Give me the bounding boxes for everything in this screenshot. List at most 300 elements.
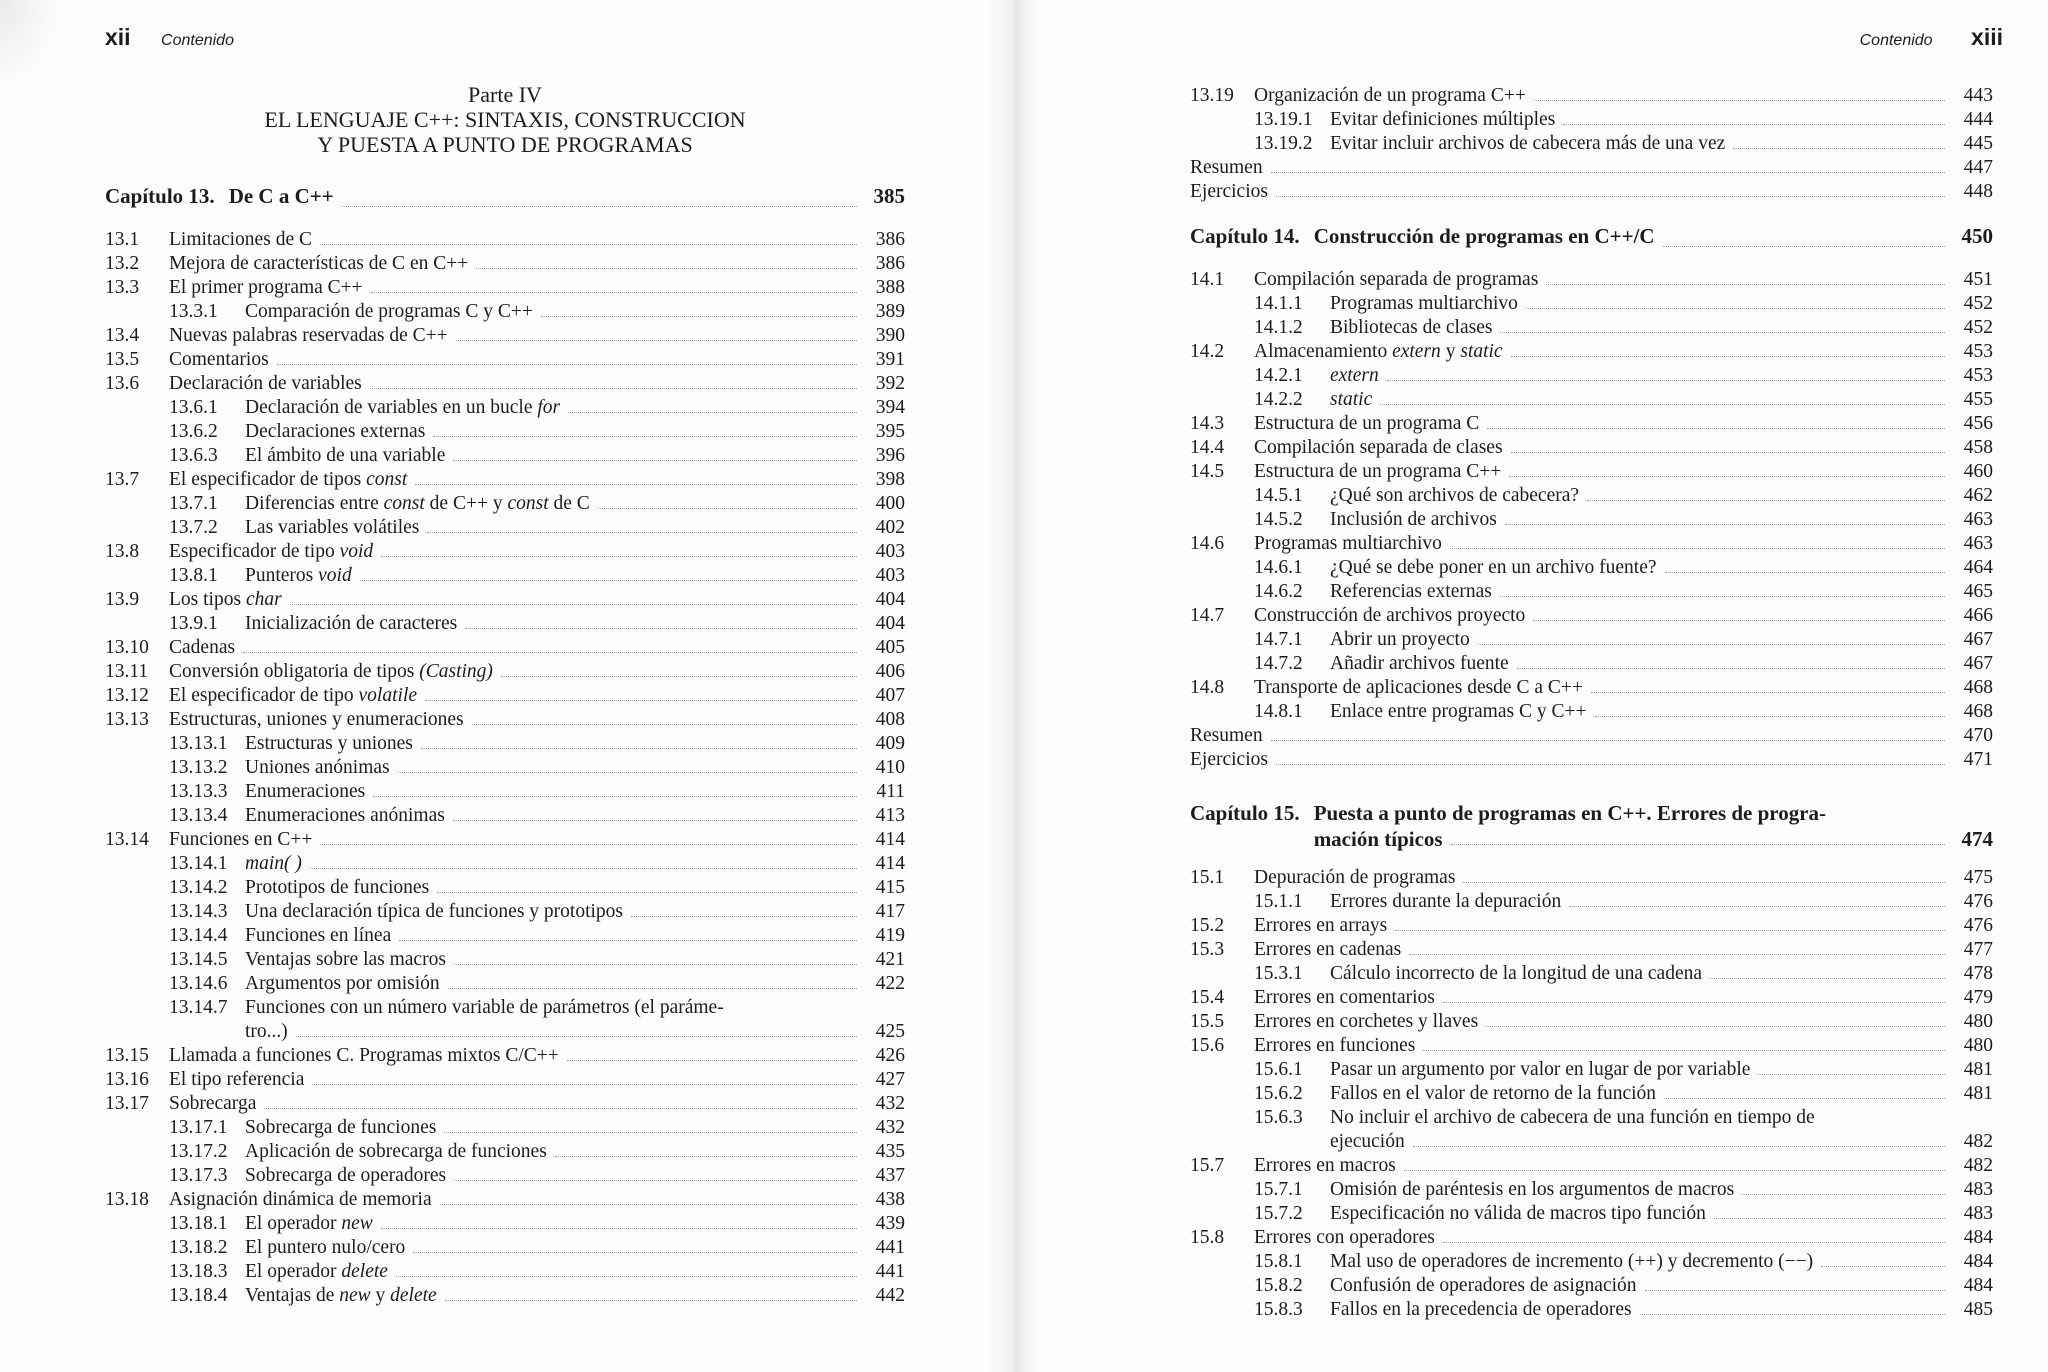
entry-title: Organización de un programa C++ xyxy=(1254,85,1526,106)
entry-title: El tipo referencia xyxy=(169,1069,305,1090)
entry-title: Funciones en línea xyxy=(245,925,392,946)
entry-title: Abrir un proyecto xyxy=(1330,629,1470,650)
entry-title: Transporte de aplicaciones desde C a C++ xyxy=(1254,677,1583,698)
toc-entry xyxy=(1190,340,1993,364)
entry-number: 13.12 xyxy=(105,685,149,706)
entry-number: 14.5 xyxy=(1190,461,1225,482)
dot-leader xyxy=(1587,499,1945,501)
entry-number: 13.7.2 xyxy=(169,517,218,538)
entry-page: 483 xyxy=(1963,1203,1993,1224)
entry-number: 13.14.2 xyxy=(169,877,228,898)
entry-title: Prototipos de funciones xyxy=(245,877,430,898)
dot-leader xyxy=(1526,307,1945,309)
dot-leader xyxy=(1640,1313,1945,1315)
entry-page: 437 xyxy=(875,1165,905,1186)
chapter-13-heading xyxy=(105,184,905,214)
entry-title: Comentarios xyxy=(169,349,269,370)
chapter-page: 450 xyxy=(1961,224,1993,248)
toc-entry xyxy=(1190,604,1993,628)
entry-number: 13.3.1 xyxy=(169,301,218,322)
entry-number: 15.1.1 xyxy=(1254,891,1303,912)
entry-page: 467 xyxy=(1963,653,1993,674)
entry-title: El operador delete xyxy=(245,1261,388,1282)
entry-number: 15.6.2 xyxy=(1254,1083,1303,1104)
toc-entry xyxy=(1190,1226,1993,1250)
entry-page: 463 xyxy=(1963,509,1993,530)
entry-number: 13.18.2 xyxy=(169,1237,228,1258)
toc-entry xyxy=(1190,700,1993,724)
entry-title: Ejercicios xyxy=(1190,749,1268,770)
dot-leader xyxy=(1387,379,1945,381)
entry-number: 14.1 xyxy=(1190,269,1225,290)
right-page xyxy=(1010,0,2048,1372)
toc-entry-continuation xyxy=(105,1020,905,1044)
entry-page: 441 xyxy=(875,1261,905,1282)
entry-title: ¿Qué se debe poner en un archivo fuente? xyxy=(1330,557,1657,578)
entry-page: 453 xyxy=(1963,341,1993,362)
dot-leader xyxy=(342,205,857,207)
dot-leader xyxy=(296,1035,857,1037)
dot-leader xyxy=(476,267,857,269)
entry-title: Declaraciones externas xyxy=(245,421,426,442)
dot-leader xyxy=(320,843,857,845)
dot-leader xyxy=(312,1083,857,1085)
entry-number: 13.1 xyxy=(105,229,140,250)
dot-leader xyxy=(1665,571,1945,573)
entry-title: Sobrecarga de operadores xyxy=(245,1165,447,1186)
dot-leader xyxy=(444,1131,857,1133)
dot-leader xyxy=(396,1275,857,1277)
chapter-label: Capítulo 13. xyxy=(105,184,215,208)
dot-leader xyxy=(1395,929,1945,931)
entry-number: 13.11 xyxy=(105,661,149,682)
entry-number: 13.17.3 xyxy=(169,1165,228,1186)
entry-page: 464 xyxy=(1963,557,1993,578)
entry-page: 485 xyxy=(1963,1299,1993,1320)
entry-title: extern xyxy=(1330,365,1379,386)
dot-leader xyxy=(1714,1217,1945,1219)
chapter-label: Capítulo 14. xyxy=(1190,224,1300,248)
entry-title: Evitar incluir archivos de cabecera más de una vez xyxy=(1330,133,1726,154)
entry-number: 13.18.3 xyxy=(169,1261,228,1282)
entry-number: 14.5.2 xyxy=(1254,509,1303,530)
entry-title: Asignación dinámica de memoria xyxy=(169,1189,432,1210)
dot-leader xyxy=(381,1227,857,1229)
entry-title: Fallos en la precedencia de operadores xyxy=(1330,1299,1632,1320)
dot-leader xyxy=(421,747,857,749)
entry-title: Uniones anónimas xyxy=(245,757,390,778)
toc-entry xyxy=(105,948,905,972)
entry-title: Fallos en el valor de retorno de la función xyxy=(1330,1083,1657,1104)
entry-title: Las variables volátiles xyxy=(245,517,420,538)
toc-entry xyxy=(1190,1034,1993,1058)
toc-entry xyxy=(105,756,905,780)
toc-entry xyxy=(105,540,905,564)
toc-entry xyxy=(1190,1202,1993,1226)
dot-leader xyxy=(415,483,857,485)
entry-number: 13.15 xyxy=(105,1045,149,1066)
toc-entry xyxy=(1190,890,1993,914)
chapter-page: 474 xyxy=(1961,827,1993,851)
entry-page: 427 xyxy=(875,1069,905,1090)
dot-leader xyxy=(264,1107,857,1109)
entry-title: Errores en comentarios xyxy=(1254,987,1435,1008)
chapter-14-entries xyxy=(1190,268,1993,772)
entry-title: Nuevas palabras reservadas de C++ xyxy=(169,325,448,346)
entry-title: Compilación separada de clases xyxy=(1254,437,1503,458)
toc-entry xyxy=(1190,1058,1993,1082)
dot-leader xyxy=(454,1179,857,1181)
entry-number: 14.8.1 xyxy=(1254,701,1303,722)
entry-number: 13.6.3 xyxy=(169,445,218,466)
entry-title: Estructura de un programa C++ xyxy=(1254,461,1502,482)
dot-leader xyxy=(1710,977,1945,979)
dot-leader xyxy=(290,603,857,605)
dot-leader xyxy=(567,1059,857,1061)
entry-number: 14.1.2 xyxy=(1254,317,1303,338)
part-title-line-1: EL LENGUAJE C++: SINTAXIS, CONSTRUCCION xyxy=(264,107,746,132)
entry-number: 13.14.5 xyxy=(169,949,228,970)
toc-entry xyxy=(105,516,905,540)
entry-title: Cadenas xyxy=(169,637,236,658)
entry-number: 13.6.2 xyxy=(169,421,218,442)
entry-number: 15.8.2 xyxy=(1254,1275,1303,1296)
toc-entry xyxy=(105,828,905,852)
entry-page: 389 xyxy=(875,301,905,322)
entry-title: Añadir archivos fuente xyxy=(1330,653,1509,674)
entry-title: Especificación no válida de macros tipo función xyxy=(1330,1203,1706,1224)
entry-page: 396 xyxy=(875,445,905,466)
entry-page: 404 xyxy=(875,613,905,634)
entry-title: El puntero nulo/cero xyxy=(245,1237,406,1258)
entry-number: 13.19 xyxy=(1190,85,1234,106)
entry-title: Evitar definiciones múltiples xyxy=(1330,109,1556,130)
entry-page: 438 xyxy=(875,1189,905,1210)
entry-page: 392 xyxy=(875,373,905,394)
right-page-number: xiii xyxy=(1971,24,2003,50)
entry-page: 444 xyxy=(1963,109,1993,130)
toc-entry xyxy=(1190,914,1993,938)
entry-page: 451 xyxy=(1963,269,1993,290)
entry-page: 458 xyxy=(1963,437,1993,458)
toc-entry xyxy=(1190,484,1993,508)
toc-entry xyxy=(1190,460,1993,484)
entry-number: 13.9.1 xyxy=(169,613,218,634)
part-title xyxy=(105,82,905,157)
entry-page: 432 xyxy=(875,1093,905,1114)
toc-entry xyxy=(105,1140,905,1164)
entry-title: Argumentos por omisión xyxy=(245,973,440,994)
toc-entry xyxy=(105,900,905,924)
toc-entry xyxy=(105,1236,905,1260)
entry-title: Funciones en C++ xyxy=(169,829,313,850)
entry-page: 452 xyxy=(1963,293,1993,314)
entry-page: 456 xyxy=(1963,413,1993,434)
chapter-title-line-1: Puesta a punto de programas en C++. Errores de progra- xyxy=(1313,801,1827,825)
entry-title-continuation: tro...) xyxy=(245,1021,288,1042)
entry-page: 477 xyxy=(1963,939,1993,960)
entry-page: 413 xyxy=(875,805,905,826)
entry-number: 14.5.1 xyxy=(1254,485,1303,506)
dot-leader xyxy=(1413,1145,1945,1147)
dot-leader xyxy=(568,411,857,413)
entry-page: 400 xyxy=(875,493,905,514)
entry-number: 13.8 xyxy=(105,541,140,562)
entry-page: 462 xyxy=(1963,485,1993,506)
dot-leader xyxy=(1505,523,1945,525)
entry-number: 15.8 xyxy=(1190,1227,1225,1248)
dot-leader xyxy=(373,795,857,797)
entry-number: 15.6 xyxy=(1190,1035,1225,1056)
dot-leader xyxy=(454,963,857,965)
toc-entry xyxy=(1190,412,1993,436)
entry-title: El operador new xyxy=(245,1213,373,1234)
left-entries xyxy=(105,228,905,1308)
toc-entry xyxy=(105,612,905,636)
toc-entry xyxy=(1190,652,1993,676)
entry-title: Errores en corchetes y llaves xyxy=(1254,1011,1479,1032)
toc-entry xyxy=(1190,156,1993,180)
scan-corner-shading xyxy=(0,0,60,90)
dot-leader xyxy=(448,987,857,989)
entry-title: Enumeraciones anónimas xyxy=(245,805,445,826)
toc-entry xyxy=(1190,108,1993,132)
entry-title: Errores durante la depuración xyxy=(1330,891,1562,912)
entry-number: 13.13.4 xyxy=(169,805,228,826)
dot-leader xyxy=(453,819,857,821)
entry-title: Aplicación de sobrecarga de funciones xyxy=(245,1141,547,1162)
entry-page: 411 xyxy=(876,781,905,802)
dot-leader xyxy=(1276,195,1945,197)
toc-entry xyxy=(1190,1106,1993,1130)
entry-number: 13.5 xyxy=(105,349,140,370)
entry-title: Una declaración típica de funciones y prototipos xyxy=(245,901,623,922)
dot-leader xyxy=(433,435,857,437)
entry-page: 484 xyxy=(1963,1251,1993,1272)
left-running-title: Contenido xyxy=(161,32,234,49)
left-running-head xyxy=(105,24,905,51)
entry-number: 13.8.1 xyxy=(169,565,218,586)
toc-entry xyxy=(1190,986,1993,1010)
left-page xyxy=(0,0,1010,1372)
entry-title: Resumen xyxy=(1190,725,1263,746)
dot-leader xyxy=(310,867,857,869)
toc-entry xyxy=(105,420,905,444)
entry-page: 398 xyxy=(875,469,905,490)
toc-entry xyxy=(105,468,905,492)
entry-title: static xyxy=(1330,389,1373,410)
entry-page: 407 xyxy=(875,685,905,706)
entry-number: 13.14.3 xyxy=(169,901,228,922)
entry-page: 445 xyxy=(1963,133,1993,154)
entry-title: Errores en arrays xyxy=(1254,915,1388,936)
dot-leader xyxy=(1463,881,1945,883)
entry-number: 15.3 xyxy=(1190,939,1225,960)
dot-leader xyxy=(1443,1001,1945,1003)
toc-entry xyxy=(1190,1298,1993,1322)
toc-entry xyxy=(1190,1274,1993,1298)
entry-number: 14.7.2 xyxy=(1254,653,1303,674)
dot-leader xyxy=(1595,715,1946,717)
entry-number: 13.17.2 xyxy=(169,1141,228,1162)
entry-number: 13.9 xyxy=(105,589,140,610)
dot-leader xyxy=(1486,1025,1945,1027)
toc-entry xyxy=(105,876,905,900)
entry-page: 476 xyxy=(1963,891,1993,912)
entry-title: Especificador de tipo void xyxy=(169,541,374,562)
entry-page: 478 xyxy=(1963,963,1993,984)
dot-leader xyxy=(1271,739,1945,741)
dot-leader xyxy=(472,723,857,725)
chapter-15-heading xyxy=(1190,800,1993,852)
toc-entry xyxy=(105,924,905,948)
dot-leader xyxy=(1534,99,1945,101)
entry-number: 14.2 xyxy=(1190,341,1225,362)
entry-page: 480 xyxy=(1963,1011,1993,1032)
toc-entry xyxy=(105,564,905,588)
toc-entry xyxy=(105,852,905,876)
entry-title: Errores en macros xyxy=(1254,1155,1396,1176)
toc-entry-continuation xyxy=(1190,1130,1993,1154)
entry-number: 13.13 xyxy=(105,709,149,730)
entry-page: 467 xyxy=(1963,629,1993,650)
entry-number: 13.7.1 xyxy=(169,493,218,514)
entry-number: 14.4 xyxy=(1190,437,1225,458)
dot-leader xyxy=(631,915,857,917)
entry-number: 13.16 xyxy=(105,1069,149,1090)
entry-number: 13.18 xyxy=(105,1189,149,1210)
entry-title: Referencias externas xyxy=(1330,581,1492,602)
dot-leader xyxy=(1423,1049,1945,1051)
entry-page: 481 xyxy=(1963,1083,1993,1104)
entry-title: No incluir el archivo de cabecera de una función en tiempo de xyxy=(1330,1107,1815,1128)
toc-entry xyxy=(105,372,905,396)
entry-number: 13.19.1 xyxy=(1254,109,1313,130)
entry-page: 468 xyxy=(1963,701,1993,722)
entry-title: El especificador de tipos const xyxy=(169,469,408,490)
dot-leader xyxy=(413,1251,857,1253)
entry-page: 455 xyxy=(1963,389,1993,410)
dot-leader xyxy=(1276,763,1945,765)
toc-entry xyxy=(105,972,905,996)
entry-title: Estructuras, uniones y enumeraciones xyxy=(169,709,464,730)
toc-entry xyxy=(1190,364,1993,388)
dot-leader xyxy=(541,315,857,317)
dot-leader xyxy=(1511,355,1945,357)
entry-page: 402 xyxy=(875,517,905,538)
entry-number: 13.2 xyxy=(105,253,140,274)
entry-number: 13.18.1 xyxy=(169,1213,228,1234)
dot-leader xyxy=(445,1299,857,1301)
entry-page: 403 xyxy=(875,565,905,586)
toc-entry xyxy=(105,252,905,276)
entry-number: 13.3 xyxy=(105,277,140,298)
toc-entry xyxy=(1190,556,1993,580)
entry-title: Estructuras y uniones xyxy=(245,733,413,754)
entry-number: 14.7.1 xyxy=(1254,629,1303,650)
dot-leader xyxy=(453,459,857,461)
entry-page: 453 xyxy=(1963,365,1993,386)
entry-title: Errores en funciones xyxy=(1254,1035,1416,1056)
dot-leader xyxy=(1500,595,1945,597)
dot-leader xyxy=(398,771,857,773)
dot-leader xyxy=(1563,123,1945,125)
toc-entry xyxy=(105,732,905,756)
entry-page: 391 xyxy=(875,349,905,370)
entry-page: 475 xyxy=(1963,867,1993,888)
chapter-page: 385 xyxy=(873,184,905,208)
toc-entry xyxy=(105,804,905,828)
dot-leader xyxy=(1733,147,1945,149)
entry-title: Enumeraciones xyxy=(245,781,366,802)
entry-title: El ámbito de una variable xyxy=(245,445,446,466)
chapter-14-heading xyxy=(1190,224,1993,254)
entry-number: 15.6.1 xyxy=(1254,1059,1303,1080)
dot-leader xyxy=(1546,283,1945,285)
right-running-title: Contenido xyxy=(1859,32,1933,49)
toc-entry xyxy=(1190,316,1993,340)
entry-number: 15.8.3 xyxy=(1254,1299,1303,1320)
entry-number: 14.6.1 xyxy=(1254,557,1303,578)
toc-entry xyxy=(105,1284,905,1308)
entry-number: 15.4 xyxy=(1190,987,1225,1008)
entry-page: 483 xyxy=(1963,1179,1993,1200)
entry-title: Ejercicios xyxy=(1190,181,1268,202)
dot-leader xyxy=(465,627,857,629)
entry-page: 425 xyxy=(875,1021,905,1042)
dot-leader xyxy=(425,699,857,701)
entry-page: 414 xyxy=(875,853,905,874)
entry-page: 386 xyxy=(875,253,905,274)
entry-page: 417 xyxy=(875,901,905,922)
entry-page: 419 xyxy=(875,925,905,946)
entry-number: 15.7 xyxy=(1190,1155,1225,1176)
dot-leader xyxy=(243,651,857,653)
toc-entry xyxy=(1190,1010,1993,1034)
entry-page: 471 xyxy=(1963,749,1993,770)
toc-entry xyxy=(1190,180,1993,204)
toc-entry xyxy=(105,396,905,420)
toc-entry xyxy=(1190,436,1993,460)
entry-page: 442 xyxy=(875,1285,905,1306)
dot-leader xyxy=(1509,475,1945,477)
entry-number: 15.7.1 xyxy=(1254,1179,1303,1200)
entry-number: 15.5 xyxy=(1190,1011,1225,1032)
toc-entry xyxy=(105,1260,905,1284)
toc-entry xyxy=(105,300,905,324)
toc-entry xyxy=(105,708,905,732)
dot-leader xyxy=(399,939,857,941)
entry-number: 14.2.1 xyxy=(1254,365,1303,386)
book-gutter-shadow xyxy=(985,0,1045,1372)
toc-entry xyxy=(105,684,905,708)
entry-number: 13.13.3 xyxy=(169,781,228,802)
entry-number: 13.7 xyxy=(105,469,140,490)
entry-page: 435 xyxy=(875,1141,905,1162)
entry-title: Resumen xyxy=(1190,157,1263,178)
toc-entry xyxy=(1190,388,1993,412)
entry-number: 13.10 xyxy=(105,637,149,658)
toc-entry xyxy=(105,660,905,684)
entry-number: 13.18.4 xyxy=(169,1285,228,1306)
entry-number: 13.17 xyxy=(105,1093,149,1114)
toc-entry xyxy=(105,276,905,300)
entry-title: Omisión de paréntesis en los argumentos de macros xyxy=(1330,1179,1735,1200)
dot-leader xyxy=(598,507,857,509)
toc-entry xyxy=(1190,676,1993,700)
entry-title: Construcción de archivos proyecto xyxy=(1254,605,1526,626)
toc-entry xyxy=(105,1116,905,1140)
